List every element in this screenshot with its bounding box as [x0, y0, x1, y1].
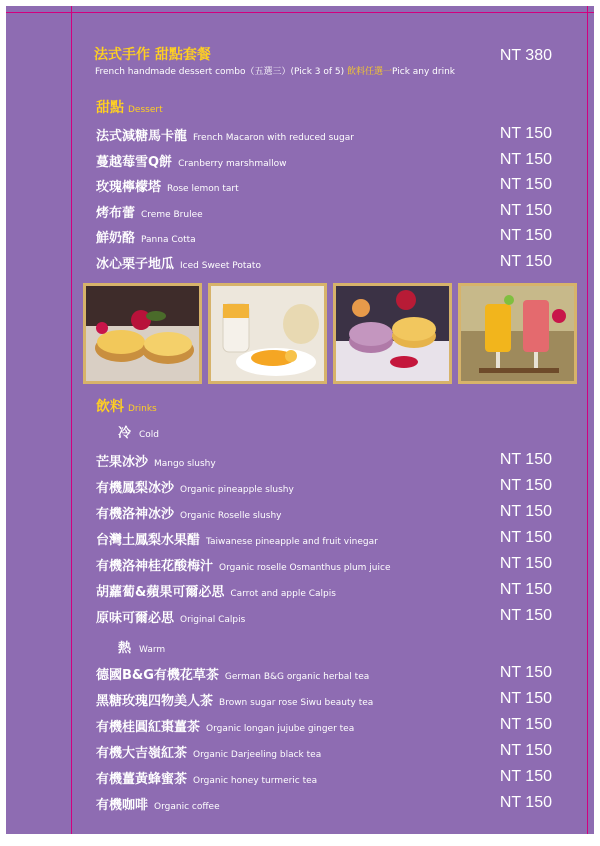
- drink-item-en: Mango slushy: [154, 459, 216, 469]
- drink-item-zh: 有機薑黃蜂蜜茶: [96, 772, 188, 787]
- drink-item-en: Carrot and apple Calpis: [230, 589, 336, 599]
- cold-label-en: Cold: [139, 430, 160, 440]
- drink-item-en: Organic Darjeeling black tea: [193, 750, 322, 760]
- dessert-title-zh: 甜點: [96, 100, 124, 116]
- drink-item-zh: 有機洛神桂花酸梅汁: [96, 559, 214, 574]
- dessert-item-price: NT 150: [499, 125, 552, 142]
- warm-drink-item: [96, 768, 552, 788]
- drink-item-price: NT 150: [499, 742, 552, 759]
- drink-item-en: Brown sugar rose Siwu beauty tea: [219, 698, 374, 708]
- dessert-item-zh: 蔓越莓雪Q餅: [96, 155, 173, 170]
- fruit-drinks-photo: [458, 283, 577, 384]
- warm-drink-item: [96, 794, 552, 814]
- dessert-item-zh: 烤布蕾: [96, 206, 136, 221]
- dessert-item: [96, 125, 552, 145]
- drink-item-en: Original Calpis: [180, 615, 246, 625]
- drink-item-en: German B&G organic herbal tea: [224, 672, 370, 682]
- dessert-item-en: Panna Cotta: [141, 235, 196, 245]
- cold-label-zh: 冷: [118, 426, 132, 441]
- dessert-item-en: Cranberry marshmallow: [178, 159, 287, 169]
- drink-item-zh: 德國B&G有機花草茶: [96, 668, 219, 683]
- lemon-tart-photo: [83, 283, 202, 384]
- combo-price: NT 380: [499, 47, 552, 64]
- panna-cotta-photo: [208, 283, 327, 384]
- dessert-item-price: NT 150: [499, 227, 552, 244]
- cold-drink-item: [96, 529, 552, 549]
- drinks-section-title: [96, 396, 157, 416]
- top-border-line: [6, 12, 594, 13]
- drink-item-en: Organic longan jujube ginger tea: [206, 724, 355, 734]
- drink-item-en: Organic roselle Osmanthus plum juice: [219, 563, 391, 573]
- drink-item-price: NT 150: [499, 529, 552, 546]
- drink-item-price: NT 150: [499, 768, 552, 785]
- drink-item-price: NT 150: [499, 794, 552, 811]
- drinks-title-en: Drinks: [128, 404, 157, 414]
- drink-item-zh: 台灣土鳳梨水果醋: [96, 533, 201, 548]
- combo-subtitle-end: Pick any drink: [392, 67, 456, 77]
- drink-item-price: NT 150: [499, 690, 552, 707]
- drink-item-zh: 有機大吉嶺紅茶: [96, 746, 188, 761]
- cold-drink-item: [96, 503, 552, 523]
- drink-item-price: NT 150: [499, 664, 552, 681]
- warm-drink-item: [96, 716, 552, 736]
- dessert-item-en: French Macaron with reduced sugar: [193, 133, 354, 143]
- dessert-title-en: Dessert: [128, 105, 163, 115]
- dessert-item-zh: 法式減糖馬卡龍: [96, 129, 188, 144]
- dessert-section-title: [96, 97, 163, 117]
- drink-item-zh: 有機咖啡: [96, 798, 149, 813]
- dessert-item: [96, 253, 552, 273]
- drink-item-price: NT 150: [499, 581, 552, 598]
- drink-item-zh: 有機鳳梨冰沙: [96, 481, 175, 496]
- drink-item-en: Organic honey turmeric tea: [193, 776, 318, 786]
- dessert-item-price: NT 150: [499, 202, 552, 219]
- dessert-item-zh: 冰心栗子地瓜: [96, 257, 175, 272]
- macaron-photo: [333, 283, 452, 384]
- drink-item-en: Organic coffee: [154, 802, 220, 812]
- left-border-line: [71, 6, 72, 834]
- warm-subsection-title: [118, 637, 165, 656]
- drink-item-price: NT 150: [499, 716, 552, 733]
- combo-title: 法式手作 甜點套餐: [94, 47, 211, 63]
- dessert-item-price: NT 150: [499, 253, 552, 270]
- drink-item-price: NT 150: [499, 503, 552, 520]
- drink-item-price: NT 150: [499, 607, 552, 624]
- combo-subtitle: [95, 64, 455, 77]
- dessert-item: [96, 151, 552, 171]
- right-border-line: [587, 6, 588, 834]
- dessert-item-en: Iced Sweet Potato: [180, 261, 261, 271]
- dessert-photo-strip: [83, 283, 577, 385]
- warm-drink-item: [96, 664, 552, 684]
- drink-item-zh: 胡蘿蔔&蘋果可爾必思: [96, 585, 225, 600]
- dessert-item-zh: 玫瑰檸檬塔: [96, 180, 162, 195]
- cold-drink-item: [96, 581, 552, 601]
- dessert-item: [96, 202, 552, 222]
- cold-drink-item: [96, 477, 552, 497]
- drink-item-zh: 有機桂圓紅棗薑茶: [96, 720, 201, 735]
- cold-drink-item: [96, 555, 552, 575]
- warm-drink-item: [96, 742, 552, 762]
- cold-drink-item: [96, 451, 552, 471]
- warm-label-en: Warm: [139, 645, 166, 655]
- drink-item-zh: 原味可爾必思: [96, 611, 175, 626]
- drink-item-en: Organic Roselle slushy: [180, 511, 282, 521]
- drink-item-price: NT 150: [499, 451, 552, 468]
- dessert-item-zh: 鮮奶酪: [96, 231, 136, 246]
- menu-page: [6, 6, 594, 834]
- dessert-item: [96, 227, 552, 247]
- combo-subtitle-highlight: 飲料任選一: [347, 67, 393, 77]
- dessert-item-en: Creme Brulee: [141, 210, 203, 220]
- drink-item-en: Taiwanese pineapple and fruit vinegar: [206, 537, 378, 547]
- cold-subsection-title: [118, 422, 159, 441]
- cold-drink-item: [96, 607, 552, 627]
- dessert-item: [96, 176, 552, 196]
- drink-item-zh: 有機洛神冰沙: [96, 507, 175, 522]
- warm-label-zh: 熱: [118, 641, 132, 656]
- dessert-item-en: Rose lemon tart: [167, 184, 239, 194]
- drink-item-zh: 黑糖玫瑰四物美人茶: [96, 694, 214, 709]
- drink-item-en: Organic pineapple slushy: [180, 485, 294, 495]
- dessert-item-price: NT 150: [499, 176, 552, 193]
- drink-item-zh: 芒果冰沙: [96, 455, 149, 470]
- drink-item-price: NT 150: [499, 477, 552, 494]
- warm-drink-item: [96, 690, 552, 710]
- drink-item-price: NT 150: [499, 555, 552, 572]
- drinks-title-zh: 飲料: [96, 399, 124, 415]
- dessert-item-price: NT 150: [499, 151, 552, 168]
- combo-subtitle-main: French handmade dessert combo（五選三）(Pick 3 of 5): [95, 67, 347, 77]
